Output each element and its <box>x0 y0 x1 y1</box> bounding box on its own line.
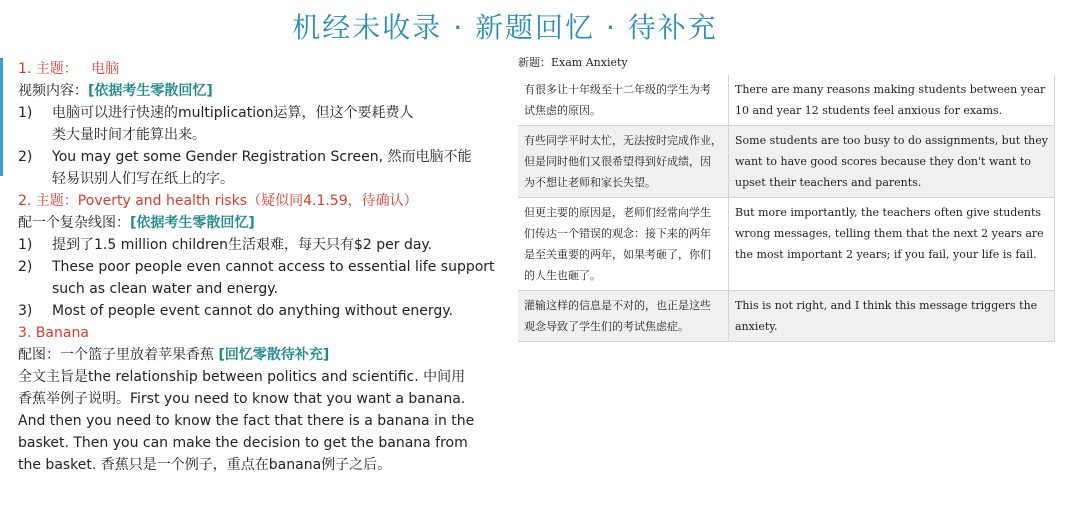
english-line: want to have good scores because they don't want to <box>735 155 1031 168</box>
list-item-number: 3) <box>18 303 33 319</box>
list-item-number: 1) <box>18 105 33 121</box>
topic-1-prefix: 1. 主题： <box>18 61 78 77</box>
chinese-line: 们传达一个错误的观念：接下来的两年 <box>524 227 711 240</box>
list-item-text <box>52 256 508 300</box>
english-cell <box>729 291 1055 342</box>
list-item-line: 轻易识别人们写在纸上的字。 <box>52 171 234 187</box>
chinese-cell <box>518 198 729 291</box>
chart-note: [依据考生零散回忆] <box>130 215 255 231</box>
english-line: the most important 2 years; if you fail, your life is fail. <box>735 248 1037 261</box>
picture-note: [回忆零散待补充] <box>218 347 330 363</box>
chart-description <box>18 212 508 234</box>
summary-line: And then you need to know the fact that there is a banana in the <box>18 413 475 429</box>
list-item <box>18 234 508 256</box>
list-item <box>18 102 508 146</box>
table-row <box>518 75 1054 126</box>
topic-1 <box>18 58 508 80</box>
list-item-line: These poor people even cannot access to essential life support <box>52 259 495 275</box>
english-line: 10 and year 12 students feel anxious for exams. <box>735 104 1003 117</box>
list-item-text <box>52 300 508 322</box>
list-item <box>18 300 508 322</box>
chinese-line: 灌输这样的信息是不对的，也正是这些 <box>524 299 711 312</box>
chinese-line: 但是同时他们又很希望得到好成绩，因 <box>524 155 711 168</box>
right-column <box>518 55 1048 342</box>
topic-3: 3. Banana <box>18 325 89 341</box>
english-line: anxiety. <box>735 320 778 333</box>
list-item-number: 2) <box>18 259 33 275</box>
list-item-line: You may get some Gender Registration Screen, 然而电脑不能 <box>52 149 472 165</box>
summary-line: 香蕉举例子说明。First you need to know that you want a banana. <box>18 391 466 407</box>
topic-2-list <box>18 234 508 322</box>
list-item <box>18 256 508 300</box>
chinese-line: 为不想让老师和家长失望。 <box>524 176 656 189</box>
chinese-line: 有些同学平时太忙，无法按时完成作业， <box>524 134 722 147</box>
picture-description <box>18 344 508 366</box>
list-item <box>18 146 508 190</box>
summary-line: the basket. 香蕉只是一个例子，重点在banana例子之后。 <box>18 457 392 473</box>
chinese-line: 的人生也砸了。 <box>524 269 601 282</box>
list-item-text <box>52 102 508 146</box>
list-item-text <box>52 146 508 190</box>
summary-paragraph <box>18 366 508 476</box>
topic-2: 2. 主题：Poverty and health risks（疑似同4.1.59，待确认） <box>18 193 418 209</box>
english-cell <box>729 75 1055 126</box>
english-line: wrong messages, telling them that the next 2 years are <box>735 227 1044 240</box>
chinese-line: 有很多让十年级至十二年级的学生为考 <box>524 83 711 96</box>
english-cell <box>729 198 1055 291</box>
chinese-line: 但更主要的原因是，老师们经常向学生 <box>524 206 711 219</box>
left-column <box>18 58 508 476</box>
accent-bar <box>0 58 3 176</box>
english-cell <box>729 126 1055 198</box>
list-item-line: Most of people event cannot do anything without energy. <box>52 303 453 319</box>
video-note: [依据考生零散回忆] <box>88 83 213 99</box>
english-line: Some students are too busy to do assignments, but they <box>735 134 1048 147</box>
list-item-line: such as clean water and energy. <box>52 281 278 297</box>
chinese-cell <box>518 75 729 126</box>
english-line: There are many reasons making students between year <box>735 83 1046 96</box>
picture-label: 配图：一个篮子里放着苹果香蕉 <box>18 347 219 363</box>
summary-line: 全文主旨是the relationship between politics and scientific. 中间用 <box>18 369 466 385</box>
summary-line: basket. Then you can make the decision to get the banana from <box>18 435 468 451</box>
chinese-cell <box>518 126 729 198</box>
table-row <box>518 291 1054 342</box>
english-line: This is not right, and I think this message triggers the <box>735 299 1038 312</box>
table-row <box>518 126 1054 198</box>
list-item-line: 提到了1.5 million children生活艰难，每天只有$2 per day. <box>52 237 433 253</box>
page-title: 机经未收录 · 新题回忆 · 待补充 <box>292 11 718 44</box>
translation-table <box>518 75 1055 342</box>
list-item-line: 电脑可以进行快速的multiplication运算，但这个要耗费人 <box>52 105 414 121</box>
chinese-line: 是至关重要的两年，如果考砸了，你们 <box>524 248 711 261</box>
topic-1-value: 电脑 <box>91 61 120 77</box>
video-content <box>18 80 508 102</box>
list-item-number: 1) <box>18 237 33 253</box>
chinese-cell <box>518 291 729 342</box>
english-line: But more importantly, the teachers often give students <box>735 206 1042 219</box>
chart-label: 配一个复杂线图： <box>18 215 130 231</box>
table-caption: 新题：Exam Anxiety <box>518 56 628 69</box>
video-label: 视频内容： <box>18 83 88 99</box>
english-line: upset their teachers and parents. <box>735 176 922 189</box>
table-row <box>518 198 1054 291</box>
list-item-line: 类大量时间才能算出来。 <box>52 127 206 143</box>
chinese-line: 观念导致了学生们的考试焦虑症。 <box>524 320 689 333</box>
chinese-line: 试焦虑的原因。 <box>524 104 601 117</box>
topic-1-list <box>18 102 508 190</box>
list-item-number: 2) <box>18 149 33 165</box>
list-item-text <box>52 234 508 256</box>
